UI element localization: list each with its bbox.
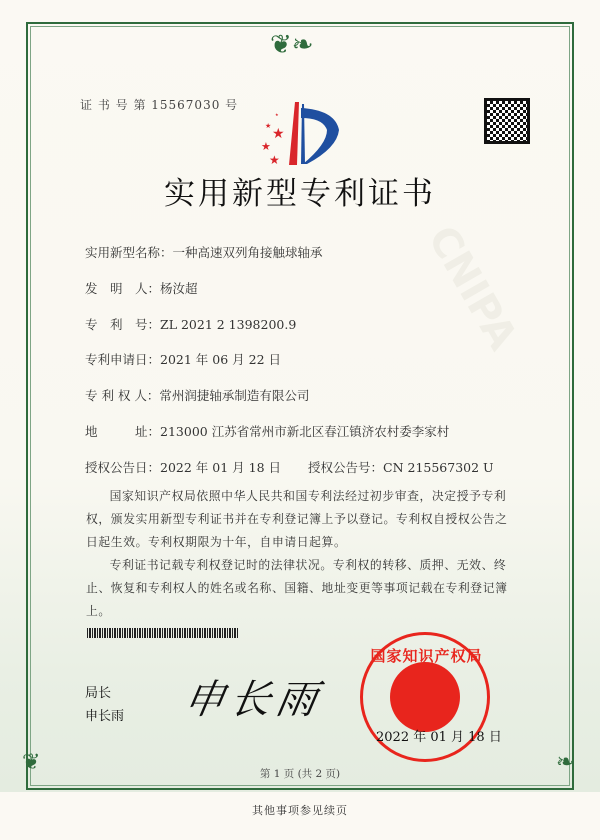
field-address: 地 址：213000 江苏省常州市新北区春江镇济农村委李家村: [85, 424, 450, 439]
watermark: CNIPA: [418, 218, 526, 358]
grant-statement: 国家知识产权局依照中华人民共和国专利法经过初步审查，决定授予专利权，颁发实用新型专利证书并在专利登记簿上予以登记。专利权自授权公告之日起生效。专利权期限为十年，自申请日起算。: [86, 489, 508, 549]
field-patent-number: 专 利 号：ZL 2021 2 1398200.9: [85, 317, 297, 332]
footer-note: 其他事项参见续页: [252, 804, 348, 817]
svg-text:★: ★: [272, 126, 285, 142]
svg-text:★: ★: [261, 140, 271, 153]
seal-date: 2022 年 01 月 18 日: [376, 730, 502, 745]
field-application-date: 专利申请日：2021 年 06 月 22 日: [85, 352, 282, 367]
barcode: [87, 628, 239, 638]
certificate-number: 证 书 号 第 15567030 号: [80, 98, 239, 112]
national-emblem-icon: [390, 662, 460, 732]
qr-code[interactable]: [484, 98, 530, 144]
statement-block: [86, 485, 516, 623]
page-indicator: 第 1 页 (共 2 页): [259, 768, 341, 780]
top-ornament-icon: ❦❧: [270, 30, 314, 60]
director-name: 申长雨: [85, 709, 125, 724]
svg-text:★: ★: [269, 153, 280, 167]
field-grant-date: 授权公告日：2022 年 01 月 18 日: [85, 460, 282, 475]
director-signature: 申长雨: [180, 677, 327, 723]
corner-ornament-icon: ❦: [22, 750, 41, 775]
field-announcement-number: 授权公告号：CN 215567302 U: [308, 460, 494, 475]
field-patentee: 专 利 权 人：常州润捷轴承制造有限公司: [85, 388, 310, 403]
svg-text:★: ★: [275, 112, 279, 117]
legal-status-statement: 专利证书记载专利权登记时的法律状况。专利权的转移、质押、无效、终止、恢复和专利权人的姓名或名称、国籍、地址变更等事项记载在专利登记簿上。: [86, 558, 508, 618]
field-utility-model-name: 实用新型名称：一种高速双列角接触球轴承: [85, 245, 323, 260]
svg-text:★: ★: [265, 122, 272, 130]
certificate-title: 实用新型专利证书: [164, 176, 436, 212]
corner-ornament-icon: ❧: [556, 750, 575, 775]
field-inventor: 发 明 人：杨汝超: [85, 281, 198, 296]
seal-text: 国家知识产权局: [370, 647, 483, 665]
cnipa-logo-icon: [255, 100, 355, 170]
director-title: 局长: [85, 686, 112, 701]
